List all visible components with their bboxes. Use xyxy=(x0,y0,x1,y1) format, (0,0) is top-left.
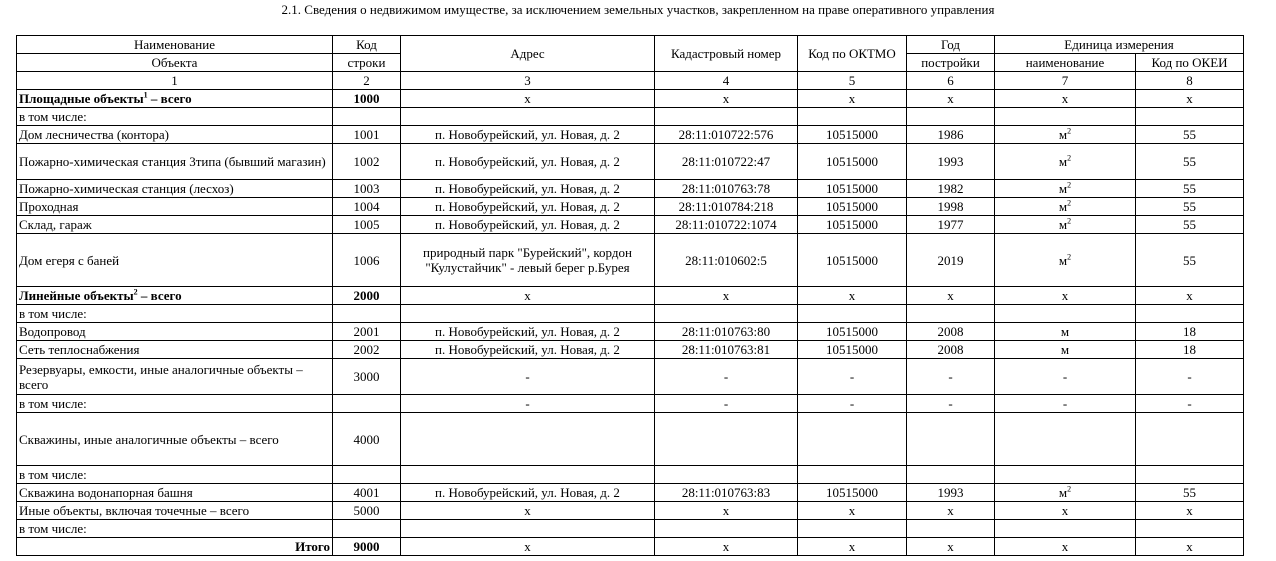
cell-year: 1977 xyxy=(907,216,995,234)
table-row xyxy=(17,216,1244,234)
header-row-1 xyxy=(17,36,1244,54)
cell-name xyxy=(17,484,333,502)
cell-year: 1986 xyxy=(907,126,995,144)
column-number: 8 xyxy=(1136,72,1244,90)
cell-address: п. Новобурейский, ул. Новая, д. 2 xyxy=(401,323,655,341)
cell-address: x xyxy=(401,502,655,520)
object-name: в том числе: xyxy=(19,109,87,124)
cell-address xyxy=(401,108,655,126)
unit-value: м xyxy=(1058,199,1068,214)
unit-value: - xyxy=(1062,396,1068,411)
object-name: Пожарно-химическая станция (лесхоз) xyxy=(19,181,234,196)
cell-cadastral: x xyxy=(655,287,798,305)
cell-code: 1001 xyxy=(333,126,401,144)
footnote-mark: 2 xyxy=(133,287,138,297)
cell-name xyxy=(17,216,333,234)
cell-cadastral: - xyxy=(655,395,798,413)
cell-oktmo: x xyxy=(798,90,907,108)
cell-unit xyxy=(995,359,1136,395)
table-row xyxy=(17,305,1244,323)
cell-code xyxy=(333,466,401,484)
cell-code xyxy=(333,108,401,126)
cell-code: 1003 xyxy=(333,180,401,198)
cell-unit xyxy=(995,144,1136,180)
header-year-line2: постройки xyxy=(907,54,995,72)
cell-code: 2001 xyxy=(333,323,401,341)
cell-year xyxy=(907,413,995,466)
column-number: 1 xyxy=(17,72,333,90)
cell-code: 9000 xyxy=(333,538,401,556)
table-row xyxy=(17,413,1244,466)
cell-okei: 18 xyxy=(1136,323,1244,341)
cell-unit xyxy=(995,180,1136,198)
cell-okei: 55 xyxy=(1136,198,1244,216)
cell-code: 2002 xyxy=(333,341,401,359)
cell-unit xyxy=(995,520,1136,538)
table-row xyxy=(17,180,1244,198)
table-body xyxy=(17,90,1244,556)
cell-name xyxy=(17,323,333,341)
cell-oktmo: 10515000 xyxy=(798,234,907,287)
table-row xyxy=(17,144,1244,180)
header-cadastral: Кадастровый номер xyxy=(655,36,798,72)
cell-unit xyxy=(995,198,1136,216)
cell-cadastral xyxy=(655,305,798,323)
object-name: Скважины, иные аналогичные объекты – всего xyxy=(19,431,279,447)
cell-oktmo: 10515000 xyxy=(798,126,907,144)
cell-code: 3000 xyxy=(333,359,401,395)
header-unit-name: наименование xyxy=(995,54,1136,72)
cell-cadastral: 28:11:010763:83 xyxy=(655,484,798,502)
table-row xyxy=(17,484,1244,502)
table-row xyxy=(17,520,1244,538)
cell-cadastral xyxy=(655,108,798,126)
unit-value: м xyxy=(1058,154,1068,169)
cell-oktmo: 10515000 xyxy=(798,484,907,502)
page-title: 2.1. Сведения о недвижимом имуществе, за исключением земельных участков, закрепленном на праве оперативного управления xyxy=(281,2,995,17)
cell-address: п. Новобурейский, ул. Новая, д. 2 xyxy=(401,484,655,502)
cell-name xyxy=(17,413,333,466)
unit-exponent: 2 xyxy=(1067,153,1072,163)
header-year-line1: Год xyxy=(907,36,995,54)
cell-name xyxy=(17,287,333,305)
cell-okei: 55 xyxy=(1136,234,1244,287)
cell-oktmo: 10515000 xyxy=(798,198,907,216)
cell-name xyxy=(17,180,333,198)
cell-name xyxy=(17,359,333,395)
unit-value: м xyxy=(1058,217,1068,232)
cell-name xyxy=(17,305,333,323)
property-table xyxy=(16,35,1244,556)
cell-code: 1004 xyxy=(333,198,401,216)
cell-name xyxy=(17,90,333,108)
cell-year: 2019 xyxy=(907,234,995,287)
unit-exponent: 2 xyxy=(1067,484,1072,494)
header-address: Адрес xyxy=(401,36,655,72)
cell-okei xyxy=(1136,108,1244,126)
cell-unit xyxy=(995,90,1136,108)
cell-code: 4001 xyxy=(333,484,401,502)
cell-okei: 18 xyxy=(1136,341,1244,359)
cell-unit xyxy=(995,413,1136,466)
object-name: в том числе: xyxy=(19,521,87,536)
cell-unit xyxy=(995,341,1136,359)
footnote-mark: 1 xyxy=(143,90,148,100)
cell-year xyxy=(907,466,995,484)
cell-cadastral xyxy=(655,466,798,484)
cell-unit xyxy=(995,234,1136,287)
unit-exponent: 2 xyxy=(1067,126,1072,136)
cell-code: 4000 xyxy=(333,413,401,466)
cell-unit xyxy=(995,287,1136,305)
cell-code xyxy=(333,305,401,323)
cell-cadastral: 28:11:010722:576 xyxy=(655,126,798,144)
cell-oktmo xyxy=(798,413,907,466)
cell-unit xyxy=(995,484,1136,502)
cell-oktmo: 10515000 xyxy=(798,180,907,198)
header-code-line2: строки xyxy=(333,54,401,72)
cell-okei: 55 xyxy=(1136,484,1244,502)
cell-cadastral: 28:11:010784:218 xyxy=(655,198,798,216)
cell-okei: x xyxy=(1136,90,1244,108)
table-row xyxy=(17,90,1244,108)
cell-code: 1002 xyxy=(333,144,401,180)
object-name: Дом егеря с баней xyxy=(19,252,120,268)
cell-year: 2008 xyxy=(907,323,995,341)
cell-name xyxy=(17,144,333,180)
table-row xyxy=(17,287,1244,305)
cell-code: 2000 xyxy=(333,287,401,305)
column-number: 3 xyxy=(401,72,655,90)
unit-value: м xyxy=(1060,324,1070,339)
cell-okei: x xyxy=(1136,538,1244,556)
cell-address: п. Новобурейский, ул. Новая, д. 2 xyxy=(401,144,655,180)
cell-year: - xyxy=(907,395,995,413)
cell-unit xyxy=(995,108,1136,126)
cell-year: x xyxy=(907,90,995,108)
cell-unit xyxy=(995,538,1136,556)
object-name-suffix: – всего xyxy=(147,91,192,106)
cell-okei: 55 xyxy=(1136,180,1244,198)
cell-oktmo: - xyxy=(798,359,907,395)
cell-name xyxy=(17,395,333,413)
cell-oktmo: 10515000 xyxy=(798,144,907,180)
cell-year: x xyxy=(907,538,995,556)
cell-oktmo xyxy=(798,305,907,323)
object-name: в том числе: xyxy=(19,467,87,482)
cell-oktmo: x xyxy=(798,538,907,556)
cell-okei xyxy=(1136,466,1244,484)
cell-address: п. Новобурейский, ул. Новая, д. 2 xyxy=(401,216,655,234)
cell-address: - xyxy=(401,359,655,395)
object-name: в том числе: xyxy=(19,396,87,411)
cell-address: природный парк "Бурейский", кордон "Кулустайчик" - левый берег р.Бурея xyxy=(401,234,655,287)
unit-value: м xyxy=(1058,127,1068,142)
table-row xyxy=(17,198,1244,216)
object-name: Площадные объекты xyxy=(19,91,144,106)
cell-name xyxy=(17,341,333,359)
cell-year: 1993 xyxy=(907,484,995,502)
cell-unit xyxy=(995,305,1136,323)
cell-name xyxy=(17,108,333,126)
table-row xyxy=(17,395,1244,413)
cell-code: 5000 xyxy=(333,502,401,520)
unit-value: x xyxy=(1061,503,1069,518)
table-row xyxy=(17,341,1244,359)
unit-value: м xyxy=(1060,342,1070,357)
unit-value: м xyxy=(1058,485,1068,500)
unit-value: x xyxy=(1061,288,1069,303)
cell-oktmo: 10515000 xyxy=(798,323,907,341)
cell-year: 1998 xyxy=(907,198,995,216)
table-row xyxy=(17,234,1244,287)
object-name: Дом лесничества (контора) xyxy=(19,127,169,142)
column-number: 6 xyxy=(907,72,995,90)
cell-address xyxy=(401,305,655,323)
cell-year: x xyxy=(907,502,995,520)
cell-name xyxy=(17,234,333,287)
unit-exponent: 2 xyxy=(1067,180,1072,190)
cell-name xyxy=(17,502,333,520)
cell-year: 1982 xyxy=(907,180,995,198)
object-name: Склад, гараж xyxy=(19,217,92,232)
cell-unit xyxy=(995,323,1136,341)
table-row xyxy=(17,538,1244,556)
cell-oktmo: 10515000 xyxy=(798,216,907,234)
cell-okei: 55 xyxy=(1136,216,1244,234)
cell-cadastral: 28:11:010722:1074 xyxy=(655,216,798,234)
cell-address: x xyxy=(401,90,655,108)
cell-cadastral: x xyxy=(655,538,798,556)
cell-okei: - xyxy=(1136,359,1244,395)
cell-okei xyxy=(1136,413,1244,466)
table-row xyxy=(17,323,1244,341)
cell-okei xyxy=(1136,305,1244,323)
cell-address: п. Новобурейский, ул. Новая, д. 2 xyxy=(401,126,655,144)
cell-address: x xyxy=(401,538,655,556)
cell-cadastral: 28:11:010763:81 xyxy=(655,341,798,359)
cell-oktmo xyxy=(798,108,907,126)
cell-address: п. Новобурейский, ул. Новая, д. 2 xyxy=(401,198,655,216)
object-name: Иные объекты, включая точечные – всего xyxy=(19,503,250,518)
cell-oktmo: x xyxy=(798,287,907,305)
cell-okei: x xyxy=(1136,287,1244,305)
cell-address xyxy=(401,520,655,538)
object-name: Скважина водонапорная башня xyxy=(19,485,193,500)
cell-oktmo: x xyxy=(798,502,907,520)
cell-code xyxy=(333,520,401,538)
column-number: 7 xyxy=(995,72,1136,90)
header-oktmo: Код по ОКТМО xyxy=(798,36,907,72)
cell-oktmo xyxy=(798,466,907,484)
cell-cadastral: x xyxy=(655,90,798,108)
cell-okei xyxy=(1136,520,1244,538)
cell-name xyxy=(17,520,333,538)
column-number-row xyxy=(17,72,1244,90)
unit-value: м xyxy=(1058,252,1068,268)
object-name: Итого xyxy=(295,539,330,554)
cell-unit xyxy=(995,216,1136,234)
cell-address: - xyxy=(401,395,655,413)
cell-year: - xyxy=(907,359,995,395)
cell-cadastral xyxy=(655,520,798,538)
header-unit-okei: Код по ОКЕИ xyxy=(1136,54,1244,72)
cell-code: 1005 xyxy=(333,216,401,234)
cell-name xyxy=(17,538,333,556)
unit-value: x xyxy=(1061,539,1069,554)
cell-cadastral: x xyxy=(655,502,798,520)
cell-oktmo: 10515000 xyxy=(798,341,907,359)
cell-cadastral: 28:11:010763:78 xyxy=(655,180,798,198)
cell-okei: - xyxy=(1136,395,1244,413)
unit-value: м xyxy=(1058,181,1068,196)
cell-year: x xyxy=(907,287,995,305)
table-row xyxy=(17,466,1244,484)
column-number: 2 xyxy=(333,72,401,90)
cell-name xyxy=(17,466,333,484)
cell-unit xyxy=(995,502,1136,520)
cell-cadastral: 28:11:010763:80 xyxy=(655,323,798,341)
unit-value: x xyxy=(1061,91,1069,106)
object-name: Линейные объекты xyxy=(19,288,134,303)
cell-unit xyxy=(995,395,1136,413)
cell-year xyxy=(907,108,995,126)
cell-year: 2008 xyxy=(907,341,995,359)
cell-name xyxy=(17,126,333,144)
cell-cadastral: 28:11:010602:5 xyxy=(655,234,798,287)
cell-cadastral: 28:11:010722:47 xyxy=(655,144,798,180)
cell-code xyxy=(333,395,401,413)
cell-code: 1006 xyxy=(333,234,401,287)
cell-oktmo: - xyxy=(798,395,907,413)
cell-oktmo xyxy=(798,520,907,538)
cell-address xyxy=(401,413,655,466)
unit-value: - xyxy=(1062,369,1068,384)
cell-code: 1000 xyxy=(333,90,401,108)
cell-name xyxy=(17,198,333,216)
unit-exponent: 2 xyxy=(1067,252,1072,262)
table-row xyxy=(17,502,1244,520)
object-name: Сеть теплоснабжения xyxy=(19,342,140,357)
header-unit-group: Единица измерения xyxy=(995,36,1244,54)
header-name-line1: Наименование xyxy=(17,36,333,54)
header-code-line1: Код xyxy=(333,36,401,54)
cell-unit xyxy=(995,126,1136,144)
column-number: 4 xyxy=(655,72,798,90)
table-row xyxy=(17,108,1244,126)
header-name-line2: Объекта xyxy=(17,54,333,72)
cell-address: п. Новобурейский, ул. Новая, д. 2 xyxy=(401,341,655,359)
cell-okei: 55 xyxy=(1136,144,1244,180)
unit-exponent: 2 xyxy=(1067,198,1072,208)
object-name: Водопровод xyxy=(19,324,86,339)
object-name-suffix: – всего xyxy=(137,288,182,303)
cell-cadastral xyxy=(655,413,798,466)
object-name: в том числе: xyxy=(19,306,87,321)
cell-year xyxy=(907,305,995,323)
table-row xyxy=(17,126,1244,144)
object-name: Пожарно-химическая станция 3типа (бывший магазин) xyxy=(19,154,326,169)
object-name: Проходная xyxy=(19,199,79,214)
cell-cadastral: - xyxy=(655,359,798,395)
cell-year: 1993 xyxy=(907,144,995,180)
object-name: Резервуары, емкости, иные аналогичные объекты – всего xyxy=(19,361,303,392)
cell-okei: x xyxy=(1136,502,1244,520)
cell-okei: 55 xyxy=(1136,126,1244,144)
cell-address: x xyxy=(401,287,655,305)
cell-unit xyxy=(995,466,1136,484)
cell-address: п. Новобурейский, ул. Новая, д. 2 xyxy=(401,180,655,198)
cell-address xyxy=(401,466,655,484)
table-row xyxy=(17,359,1244,395)
cell-year xyxy=(907,520,995,538)
unit-exponent: 2 xyxy=(1067,216,1072,226)
column-number: 5 xyxy=(798,72,907,90)
